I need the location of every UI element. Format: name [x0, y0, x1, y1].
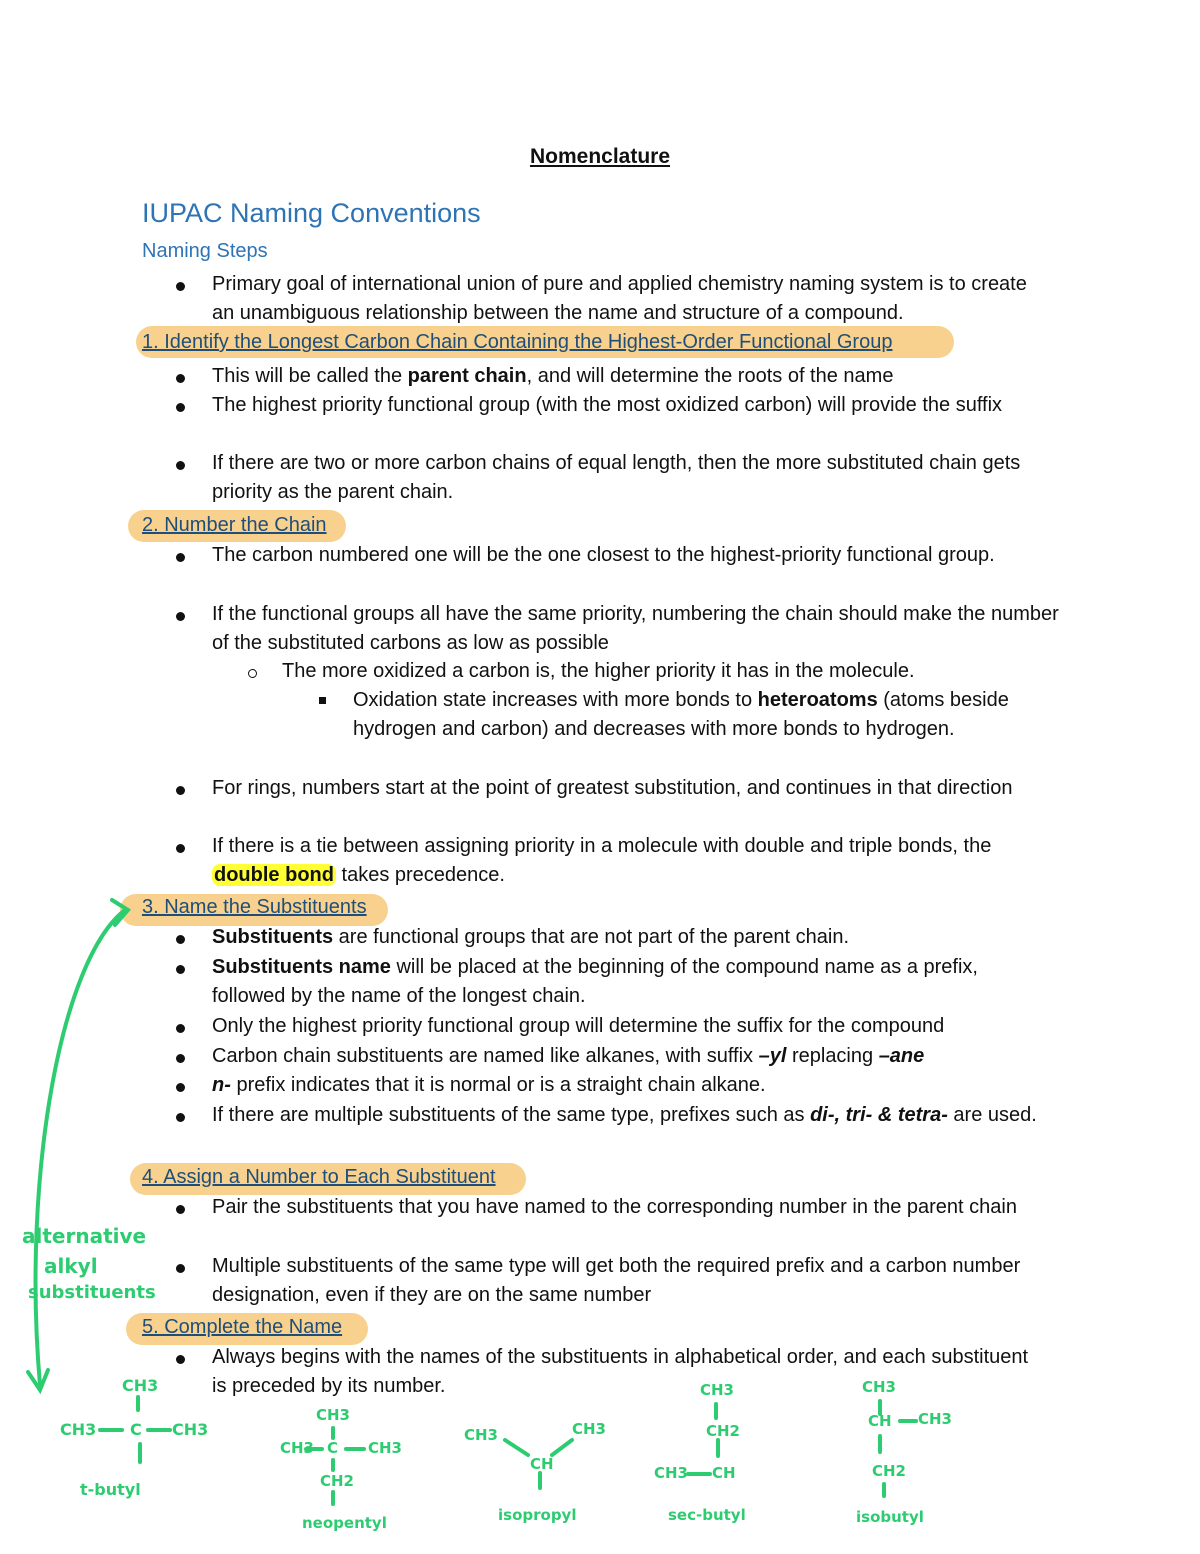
structure-atom: CH	[868, 1412, 892, 1430]
step-5-title: 5. Complete the Name	[142, 1316, 343, 1338]
structure-label-sec-butyl: sec-butyl	[668, 1506, 746, 1524]
structure-atom: CH	[712, 1464, 736, 1482]
step-3-bullet-3: Only the highest priority functional group will determine the suffix for the compound	[212, 1015, 945, 1037]
handwritten-note-line-3: substituents	[28, 1282, 156, 1303]
structure-atom: CH3	[700, 1381, 734, 1399]
step-2-title: 2. Number the Chain	[142, 514, 327, 536]
step-3-title: 3. Name the Substituents	[142, 896, 367, 918]
structure-label-neopentyl: neopentyl	[302, 1514, 387, 1532]
step-5-bullet-1: Always begins with the names of the substituents in alphabetical order, and each substituent is preceded by its number.	[212, 1346, 1029, 1397]
structure-atom: CH3	[368, 1439, 402, 1457]
structure-atom: CH2	[872, 1462, 906, 1480]
subsection-heading: Naming Steps	[142, 240, 268, 262]
step-3-bullet-4: Carbon chain substituents are named like alkanes, with suffix –yl replacing –ane	[212, 1045, 925, 1067]
structure-atom: CH3	[60, 1420, 97, 1439]
step-3-bullet-2: Substituents name will be placed at the beginning of the compound name as a prefix, followed by the name of the longest chain.	[212, 956, 978, 1007]
step-3-bullet-1: Substituents are functional groups that are not part of the parent chain.	[212, 926, 850, 948]
structure-atom: CH2	[706, 1422, 740, 1440]
structure-atom: CH3	[316, 1406, 350, 1424]
structure-atom: CH3	[572, 1420, 606, 1438]
step-4-bullet-2: Multiple substituents of the same type will get both the required prefix and a carbon number designation, even if they are on the same number	[212, 1255, 1021, 1306]
structure-atom: C	[327, 1439, 339, 1457]
step-2-bullet-3: For rings, numbers start at the point of greatest substitution, and continues in that direction	[212, 777, 1013, 799]
structure-atom: C	[130, 1420, 142, 1439]
step-1-title: 1. Identify the Longest Carbon Chain Containing the Highest-Order Functional Group	[142, 331, 893, 353]
structure-atom: CH3	[654, 1464, 688, 1482]
structure-atom: CH	[530, 1455, 554, 1473]
structure-atom: CH3	[280, 1439, 314, 1457]
step-2-sub-bullet: The more oxidized a carbon is, the higher priority it has in the molecule.	[282, 660, 915, 682]
handwritten-note-line-1: alternative	[22, 1224, 147, 1248]
structure-label-t-butyl: t-butyl	[80, 1480, 141, 1499]
step-2-bullet-2: If the functional groups all have the same priority, numbering the chain should make the number of the substituted carbons as low as possible	[212, 603, 1059, 654]
intro-text: Primary goal of international union of pure and applied chemistry naming system is to create an unambiguous relationship between the name and structure of a compound.	[212, 273, 1027, 324]
step-4-bullet-1: Pair the substituents that you have named to the corresponding number in the parent chain	[212, 1196, 1017, 1218]
step-1-bullet-2: The highest priority functional group (with the most oxidized carbon) will provide the suffix	[212, 394, 1003, 416]
step-1-bullet-3: If there are two or more carbon chains of equal length, then the more substituted chain gets priority as the parent chain.	[212, 452, 1021, 503]
structure-atom: CH3	[464, 1426, 498, 1444]
structure-atom: CH3	[122, 1376, 159, 1395]
step-2-subsub-bullet: Oxidation state increases with more bonds to heteroatoms (atoms beside hydrogen and carbon) and decreases with more bonds to hydrogen.	[353, 689, 1009, 740]
structure-atom: CH2	[320, 1472, 354, 1490]
structure-label-isobutyl: isobutyl	[856, 1508, 924, 1526]
step-1-bullet-1: This will be called the parent chain, and will determine the roots of the name	[212, 365, 894, 387]
step-4-title: 4. Assign a Number to Each Substituent	[142, 1166, 496, 1188]
handwritten-note-line-2: alkyl	[44, 1254, 98, 1278]
page-title: Nomenclature	[529, 145, 671, 168]
step-2-bullet-1: The carbon numbered one will be the one closest to the highest-priority functional group.	[212, 544, 995, 566]
step-3-bullet-5: n- prefix indicates that it is normal or is a straight chain alkane.	[212, 1074, 766, 1096]
section-heading: IUPAC Naming Conventions	[142, 198, 481, 228]
structure-atom: CH3	[918, 1410, 952, 1428]
structure-atom: CH3	[172, 1420, 209, 1439]
step-3-bullet-6: If there are multiple substituents of the same type, prefixes such as di-, tri- & tetra- are used.	[212, 1104, 1037, 1126]
step-2-bullet-4: If there is a tie between assigning priority in a molecule with double and triple bonds, the double bond takes precedence.	[212, 835, 992, 886]
structure-label-isopropyl: isopropyl	[498, 1506, 577, 1524]
structure-atom: CH3	[862, 1378, 896, 1396]
